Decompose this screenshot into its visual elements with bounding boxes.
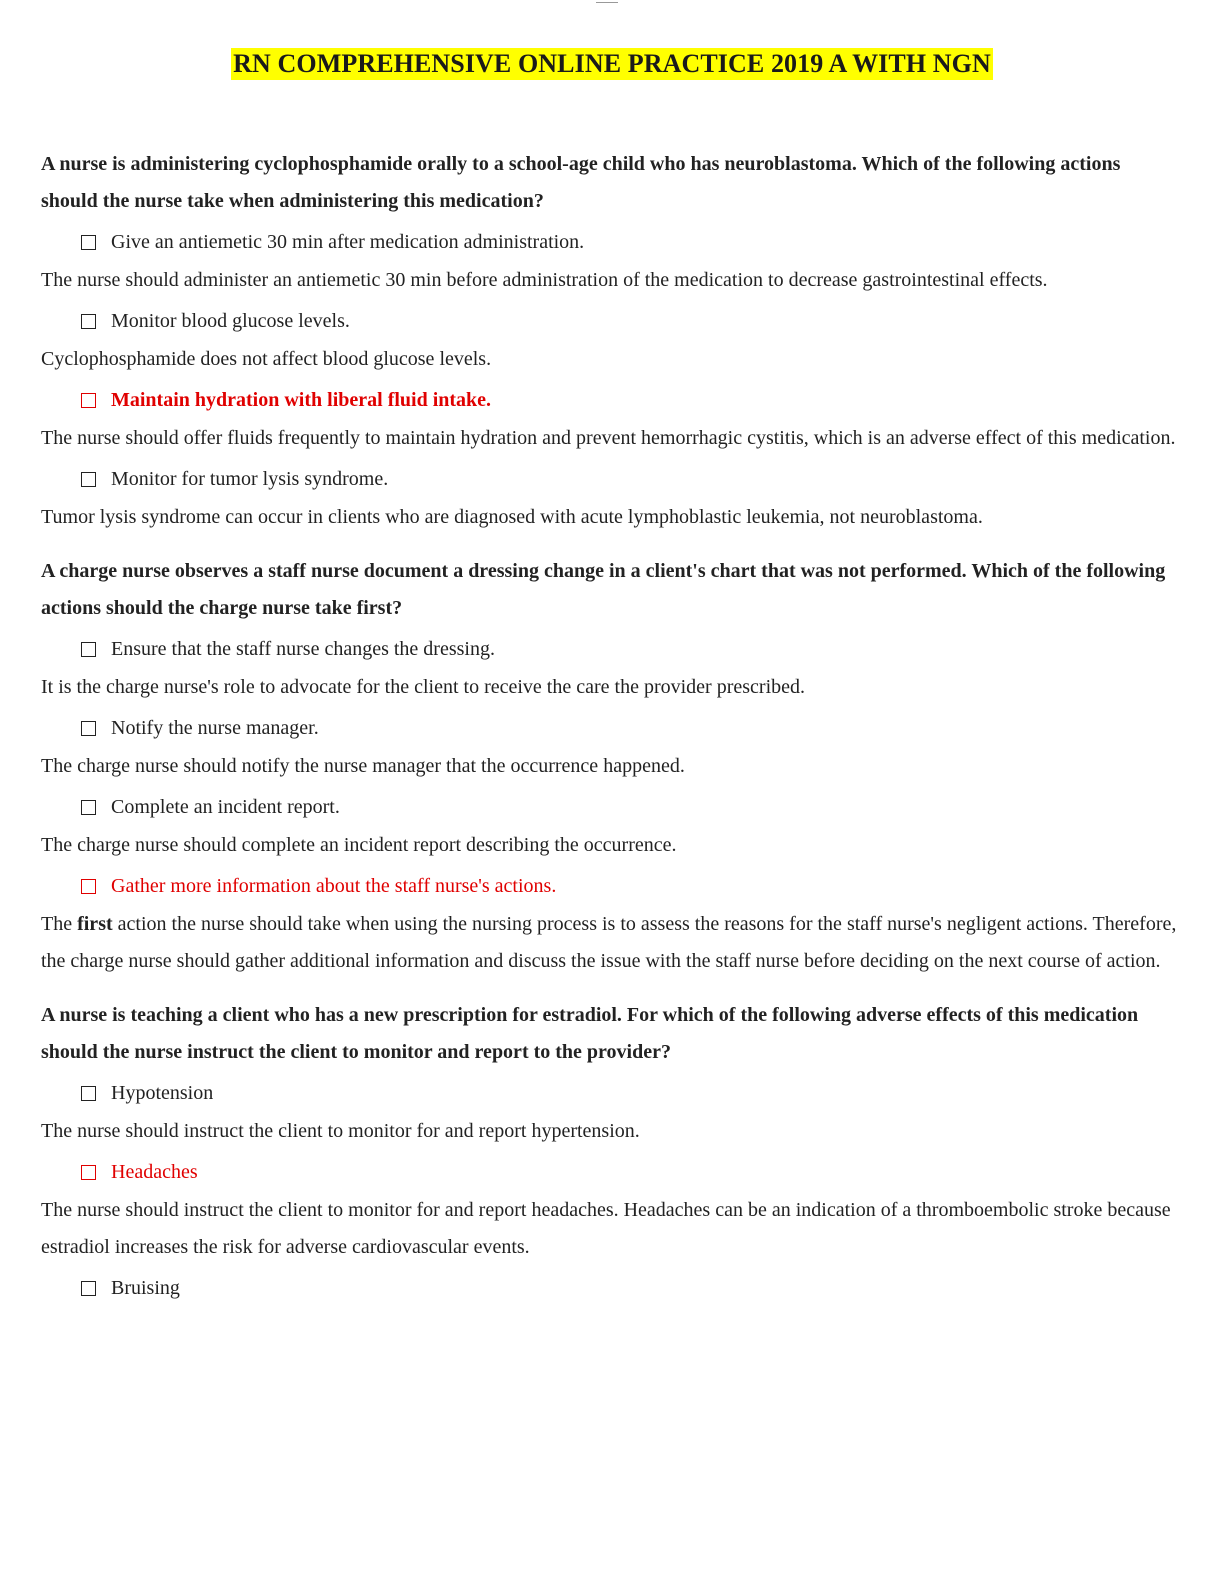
title-wrap: [0, 48, 1224, 80]
option-label: Complete an incident report.: [111, 796, 340, 818]
rationale-text: The nurse should offer fluids frequently to maintain hydration and prevent hemorrhagic cystitis, which is an adverse effect of this medication.: [41, 427, 1176, 449]
answer-option[interactable]: [81, 629, 1181, 669]
option-label: Monitor for tumor lysis syndrome.: [111, 468, 389, 490]
answer-option-correct[interactable]: [81, 866, 1181, 906]
answer-option[interactable]: [81, 1073, 1181, 1113]
checkbox-icon[interactable]: [81, 721, 96, 736]
checkbox-icon[interactable]: [81, 1165, 96, 1180]
checkbox-icon[interactable]: [81, 800, 96, 815]
checkbox-icon[interactable]: [81, 879, 96, 894]
checkbox-icon[interactable]: [81, 472, 96, 487]
rationale-post: action the nurse should take when using the nursing process is to assess the reasons for the staff nurse's negligent actions. Therefore, the charge nurse should gather additional information and discuss the issue with the staff nurse before deciding on the next course of action.: [41, 913, 1177, 972]
question-text: A nurse is teaching a client who has a new prescription for estradiol. For which of the following adverse effects of this medication should the nurse instruct the client to monitor and report to the provider?: [41, 1004, 1139, 1063]
answer-option[interactable]: [81, 459, 1181, 499]
rationale-text: Tumor lysis syndrome can occur in clients who are diagnosed with acute lymphoblastic leukemia, not neuroblastoma.: [41, 506, 983, 528]
question-2: [41, 553, 1181, 980]
answer-option[interactable]: [81, 301, 1181, 341]
header-mark: [596, 0, 618, 3]
rationale-text: [41, 906, 1181, 980]
rationale-emphasis: first: [77, 913, 113, 935]
option-label: Headaches: [111, 1161, 198, 1183]
option-label: Give an antiemetic 30 min after medication administration.: [111, 231, 585, 253]
question-3: [41, 997, 1181, 1308]
rationale-text: The nurse should instruct the client to monitor for and report headaches. Headaches can be an indication of a thromboembolic stroke because estradiol increases the risk for adverse cardiovascular events.: [41, 1199, 1171, 1258]
rationale-text: The charge nurse should complete an incident report describing the occurrence.: [41, 834, 677, 856]
checkbox-icon[interactable]: [81, 314, 96, 329]
rationale-pre: The: [41, 913, 78, 935]
document-title: RN COMPREHENSIVE ONLINE PRACTICE 2019 A WITH NGN: [233, 49, 991, 78]
option-label: Monitor blood glucose levels.: [111, 310, 350, 332]
checkbox-icon[interactable]: [81, 393, 96, 408]
rationale-text: Cyclophosphamide does not affect blood glucose levels.: [41, 348, 492, 370]
answer-option-correct[interactable]: [81, 380, 1181, 420]
option-label: Hypotension: [111, 1082, 214, 1104]
rationale-text: The nurse should instruct the client to monitor for and report hypertension.: [41, 1120, 640, 1142]
answer-option[interactable]: [81, 1268, 1181, 1308]
option-label: Gather more information about the staff nurse's actions.: [111, 875, 557, 897]
checkbox-icon[interactable]: [81, 1281, 96, 1296]
checkbox-icon[interactable]: [81, 642, 96, 657]
checkbox-icon[interactable]: [81, 1086, 96, 1101]
answer-option[interactable]: [81, 787, 1181, 827]
option-label: Bruising: [111, 1277, 180, 1299]
checkbox-icon[interactable]: [81, 235, 96, 250]
question-text: A charge nurse observes a staff nurse document a dressing change in a client's chart that was not performed. Which of the following actions should the charge nurse take first?: [41, 560, 1166, 619]
rationale-text: It is the charge nurse's role to advocate for the client to receive the care the provider prescribed.: [41, 676, 806, 698]
question-1: [41, 146, 1181, 536]
option-label: Notify the nurse manager.: [111, 717, 319, 739]
option-label: Maintain hydration with liberal fluid intake.: [111, 389, 492, 411]
answer-option[interactable]: [81, 222, 1181, 262]
rationale-text: The charge nurse should notify the nurse manager that the occurrence happened.: [41, 755, 685, 777]
answer-option-correct[interactable]: [81, 1152, 1181, 1192]
option-label: Ensure that the staff nurse changes the dressing.: [111, 638, 495, 660]
questions-list: [41, 146, 1181, 1325]
question-text: A nurse is administering cyclophosphamide orally to a school-age child who has neuroblastoma. Which of the following actions should the nurse take when administering this medication?: [41, 153, 1121, 212]
answer-option[interactable]: [81, 708, 1181, 748]
rationale-text: The nurse should administer an antiemetic 30 min before administration of the medication to decrease gastrointestinal effects.: [41, 269, 1048, 291]
